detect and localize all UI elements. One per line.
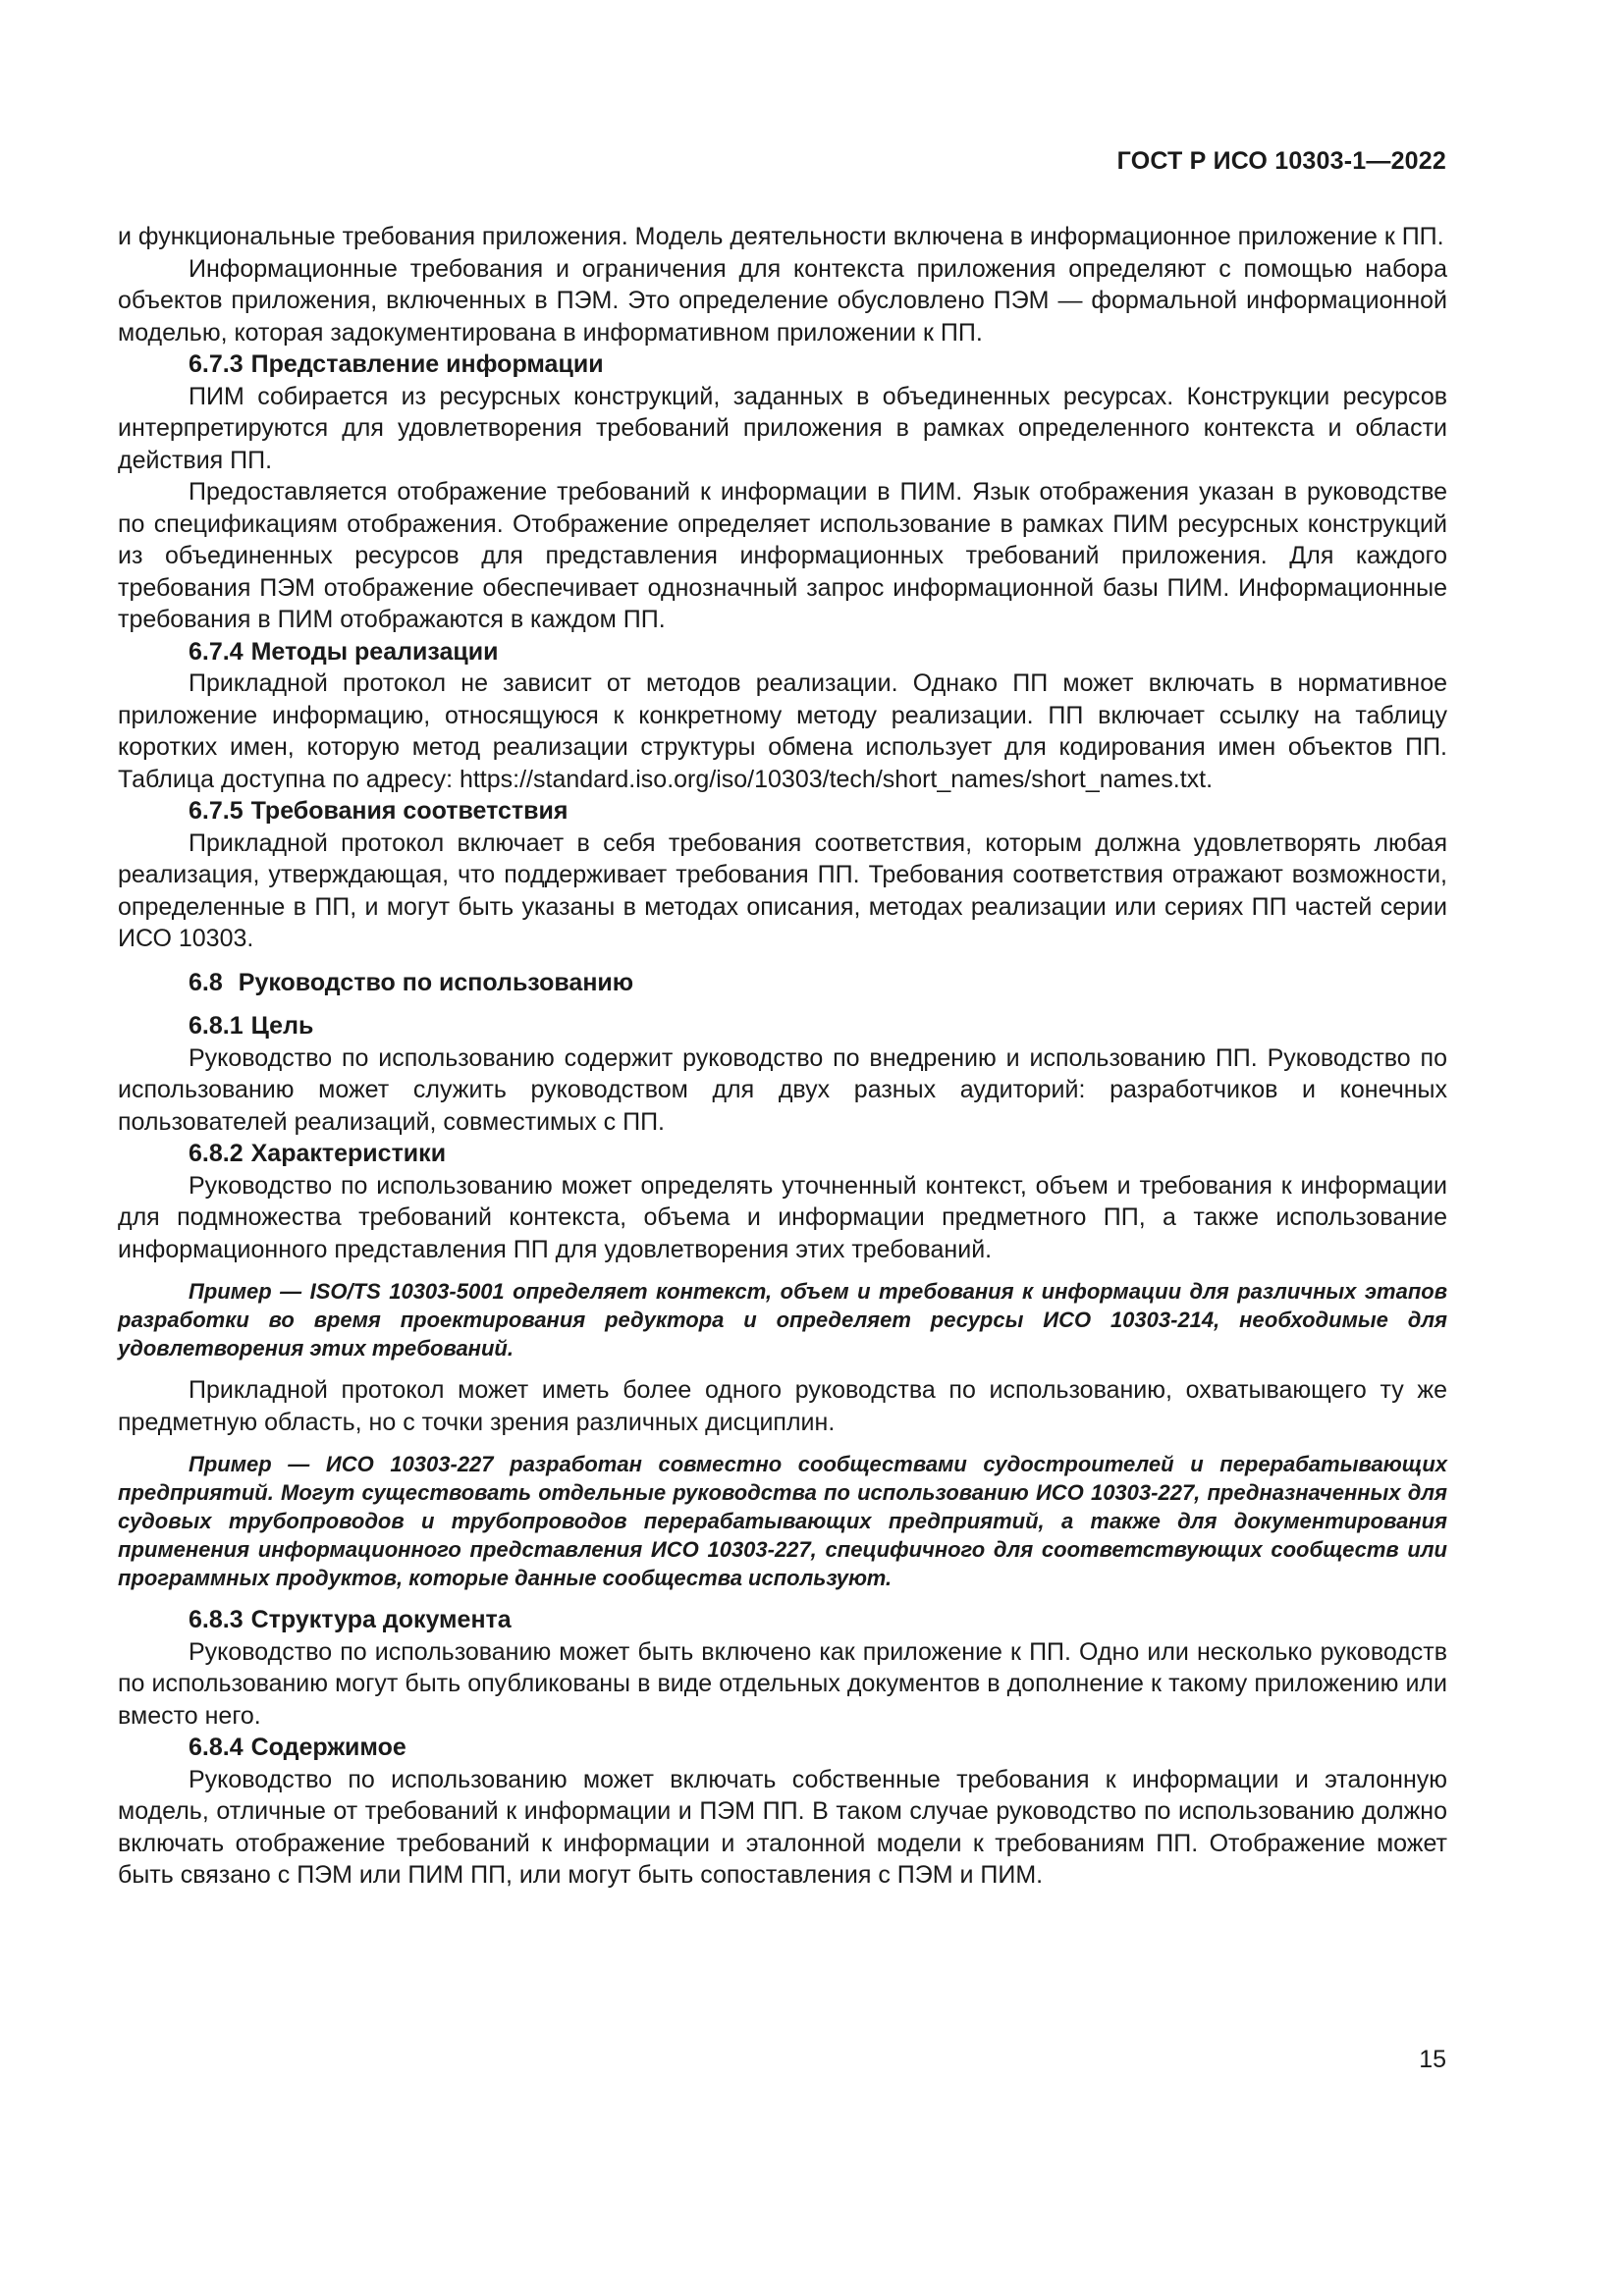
paragraph: Прикладной протокол может иметь более одного руководства по использованию, охватывающего ту же предметную область, но с точки зрения различных дисциплин. <box>118 1376 1447 1436</box>
paragraph: ПИМ собирается из ресурсных конструкций, заданных в объединенных ресурсах. Конструкции ресурсов интерпретируются для удовлетворения требований приложения в рамках определенного контекста и области действия ПП. <box>118 382 1447 474</box>
page-content <box>118 221 1447 1892</box>
section-heading-6-7-4: 6.7.4 Методы реализации <box>189 637 499 666</box>
paragraph: Руководство по использованию может определять уточненный контекст, объем и требования к информации для подмножества требований контекста, объема и информации предметного ПП, а также использование информационного представления ПП для удовлетворения этих требований. <box>118 1171 1447 1263</box>
paragraph: Руководство по использованию может включать собственные требования к информации и эталонную модель, отличные от требований к информации и ПЭМ ПП. В таком случае руководство по использованию должно включать отображение требований к информации и эталонной модели к требованиям ПП. Отображение может быть связано с ПЭМ или ПИМ ПП, или могут быть сопоставления с ПЭМ и ПИМ. <box>118 1765 1447 1889</box>
example-note: Пример — ISO/TS 10303-5001 определяет контекст, объем и требования к информации для различных этапов разработки во время проектирования редуктора и определяет ресурсы ИСО 10303-214, необходимые для удовлетворения этих требований. <box>118 1279 1447 1361</box>
paragraph: Прикладной протокол не зависит от методов реализации. Однако ПП может включать в нормативное приложение информацию, относящуюся к конкретному методу реализации. ПП включает ссылку на таблицу коротких имен, которую метод реализации структуры обмена использует для кодирования имен объектов ПП. Таблица доступна по адресу: https://standard.iso.org/iso/10303/tech/short_names/short_names.txt. <box>118 669 1447 793</box>
section-heading-6-8-3: 6.8.3 Структура документа <box>189 1606 512 1633</box>
paragraph: и функциональные требования приложения. Модель деятельности включена в информационное приложение к ПП. <box>118 223 1444 250</box>
spacer <box>118 955 1447 967</box>
paragraph: Предоставляется отображение требований к информации в ПИМ. Язык отображения указан в руководстве по спецификациям отображения. Отображение определяет использование в рамках ПИМ ресурсных конструкций из объединенных ресурсов для представления информационных требований приложения. Для каждого требования ПЭМ отображение обеспечивает однозначный запрос информационной базы ПИМ. Информационные требования в ПИМ отображаются в каждом ПП. <box>118 478 1447 633</box>
section-heading-6-8-4: 6.8.4 Содержимое <box>189 1734 406 1761</box>
section-heading-6-7-3: 6.7.3 Представление информации <box>189 350 604 378</box>
page-number: 15 <box>1419 2046 1446 2073</box>
section-heading-6-7-5: 6.7.5 Требования соответствия <box>189 797 568 825</box>
paragraph: Прикладной протокол включает в себя требования соответствия, которым должна удовлетворять любая реализация, утверждающая, что поддерживает требования ПП. Требования соответствия отражают возможности, определенные в ПП, и могут быть указаны в методах описания, методах реализации или сериях ПП частей серии ИСО 10303. <box>118 828 1447 952</box>
example-note: Пример — ИСО 10303-227 разработан совместно сообществами судостроителей и перерабатывающих предприятий. Могут существовать отдельные руководства по использованию ИСО 10303-227, предназначенных для судовых трубопроводов и трубопроводов перерабатывающих предприятий, а также для документирования применения информационного представления ИСО 10303-227, специфичного для соответствующих сообществ или программных продуктов, которые данные сообщества используют. <box>118 1452 1447 1590</box>
section-heading-6-8: 6.8 Руководство по использованию <box>189 968 634 996</box>
document-header: ГОСТ Р ИСО 10303-1—2022 <box>1116 147 1446 175</box>
paragraph: Информационные требования и ограничения для контекста приложения определяют с помощью набора объектов приложения, включенных в ПЭМ. Это определение обусловлено ПЭМ — формальной информационной моделью, которая задокументирована в информативном приложении к ПП. <box>118 254 1447 347</box>
section-heading-6-8-2: 6.8.2 Характеристики <box>189 1140 447 1167</box>
paragraph: Руководство по использованию содержит руководство по внедрению и использованию ПП. Руководство по использованию может служить руководством для двух разных аудиторий: разработчиков и конечных пользователей реализаций, совместимых с ПП. <box>118 1043 1447 1136</box>
section-heading-6-8-1: 6.8.1 Цель <box>189 1012 314 1040</box>
paragraph: Руководство по использованию может быть включено как приложение к ПП. Одно или несколько руководств по использованию могут быть опубликованы в виде отдельных документов в дополнение к такому приложению или вместо него. <box>118 1637 1447 1730</box>
